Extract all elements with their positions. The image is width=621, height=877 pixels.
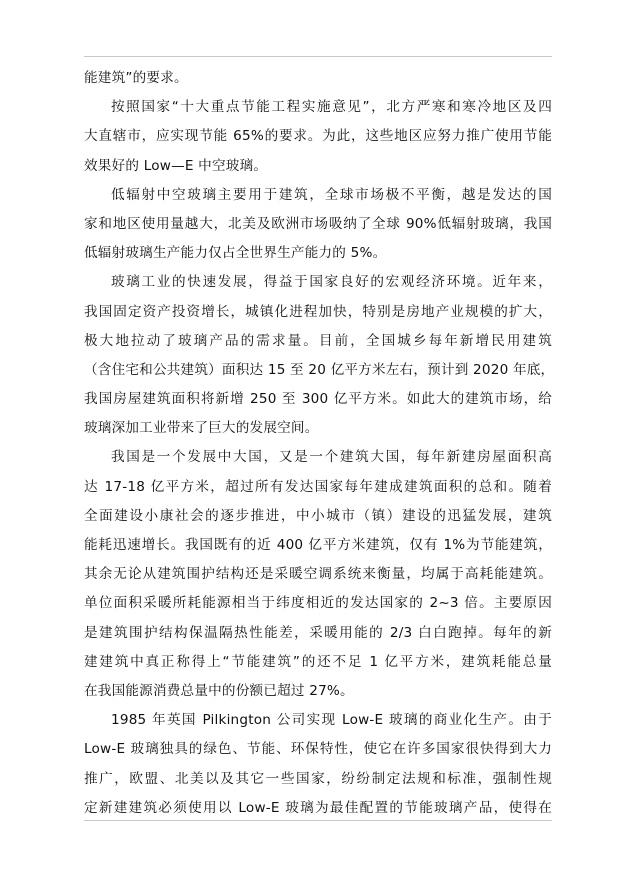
text-line: 其余无论从建筑围护结构还是采暖空调系统来衡量，均属于高耗能建筑。 — [84, 566, 552, 583]
text-line: 大直辖市，应实现节能 65%的要求。为此，这些地区应努力推广使用节能 — [84, 128, 552, 145]
text-line: 我国是一个发展中大国，又是一个建筑大国，每年新建房屋面积高 — [111, 449, 552, 466]
text-line: 玻璃工业的快速发展，得益于国家良好的宏观经济环境。近年来， — [111, 274, 552, 291]
footer-rule — [84, 820, 552, 821]
text-line: 低辐射玻璃生产能力仅占全世界生产能力的 5%。 — [84, 245, 387, 262]
text-line: 我国房屋建筑面积将新增 250 至 300 亿平方米。如此大的建筑市场，给 — [84, 391, 552, 408]
text-line: 低辐射中空玻璃主要用于建筑，全球市场极不平衡，越是发达的国 — [111, 186, 552, 203]
text-line: 单位面积采暖所耗能源相当于纬度相近的发达国家的 2~3 倍。主要原因 — [84, 595, 552, 612]
text-line: 在我国能源消费总量中的份额已超过 27%。 — [84, 682, 354, 699]
text-line: 玻璃深加工业带来了巨大的发展空间。 — [84, 420, 319, 437]
text-line: 推广，欧盟、北美以及其它一些国家，纷纷制定法规和标准，强制性规 — [84, 770, 552, 787]
text-line: 家和地区使用量越大，北美及欧洲市场吸纳了全球 90%低辐射玻璃，我国 — [84, 215, 552, 232]
text-line: 是建筑围护结构保温隔热性能差，采暖用能的 2/3 白白跑掉。每年的新 — [84, 624, 552, 641]
text-line: 我国固定资产投资增长，城镇化进程加快，特别是房地产业规模的扩大， — [84, 303, 552, 320]
text-line: 达 17-18 亿平方米，超过所有发达国家每年建成建筑面积的总和。随着 — [84, 478, 552, 495]
text-line: 效果好的 Low—E 中空玻璃。 — [84, 157, 268, 174]
text-line: 极大地拉动了玻璃产品的需求量。目前，全国城乡每年新增民用建筑 — [84, 332, 552, 349]
body-text — [84, 64, 555, 823]
text-line: （含住宅和公共建筑）面积达 15 至 20 亿平方米左右，预计到 2020 年底， — [84, 361, 555, 378]
text-line: 按照国家“十大重点节能工程实施意见”，北方严寒和寒冷地区及四 — [111, 99, 552, 116]
text-line: 建建筑中真正称得上“节能建筑”的还不足 1 亿平方米，建筑耗能总量 — [84, 653, 552, 670]
text-line: 能耗迅速增长。我国既有的近 400 亿平方米建筑，仅有 1%为节能建筑， — [84, 537, 552, 553]
text-line: 全面建设小康社会的逐步推进，中小城市（镇）建设的迅猛发展，建筑 — [84, 507, 552, 524]
text-line: 1985 年英国 Pilkington 公司实现 Low-E 玻璃的商业化生产。由于 — [111, 712, 552, 729]
header-rule — [84, 56, 552, 57]
text-line: Low-E 玻璃独具的绿色、节能、环保特性，使它在许多国家很快得到大力 — [84, 741, 552, 758]
text-line: 能建筑”的要求。 — [84, 70, 188, 86]
text-line: 定新建建筑必须使用以 Low-E 玻璃为最佳配置的节能玻璃产品，使得在 — [84, 799, 552, 816]
